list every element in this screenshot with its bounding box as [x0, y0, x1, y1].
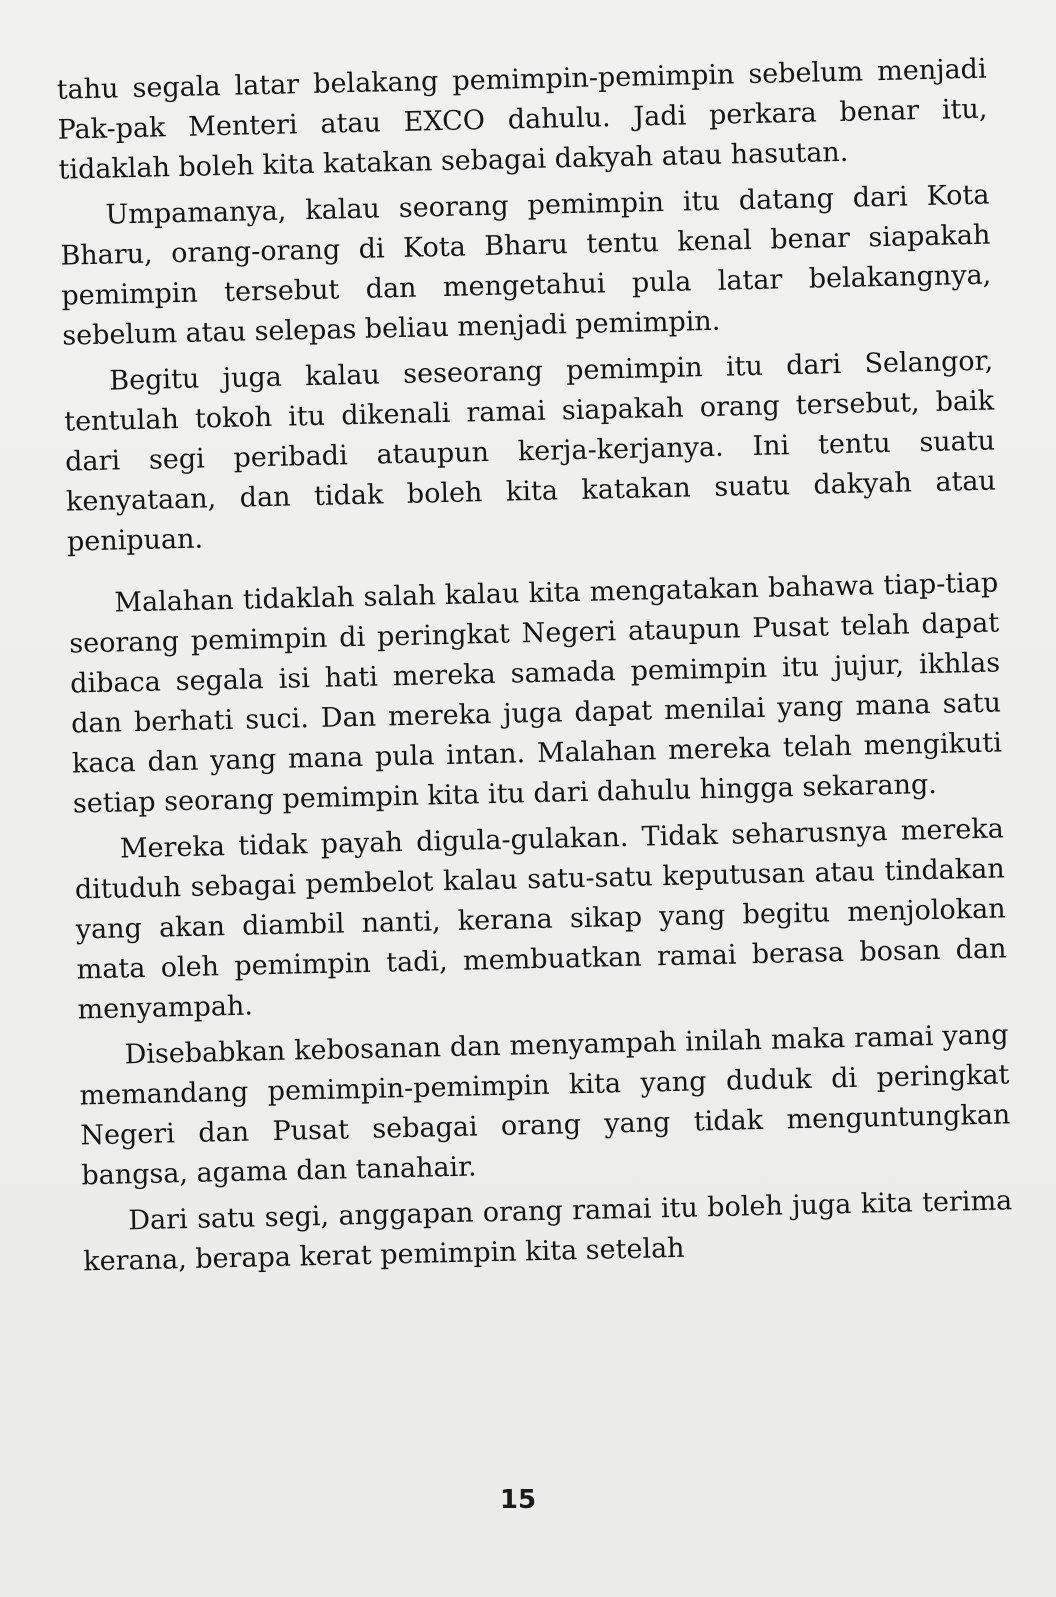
paragraph-1: tahu segala latar belakang pemimpin-pemimpin sebelum menjadi Pak-pak Menteri atau EXCO dahulu. Jadi perkara benar itu, tidaklah boleh kita katakan sebagai dakyah atau hasutan.	[56, 53, 988, 186]
paragraph-6: Disebabkan kebosanan dan menyampah inilah maka ramai yang memandang pemimpin-pemimpin kita yang duduk di peringkat Negeri dan Pusat sebagai orang yang tidak menguntungkan bangsa, agama dan tanahair.	[79, 1019, 1011, 1192]
page-number: 15	[499, 1485, 537, 1515]
paragraph-3: Begitu juga kalau seseorang pemimpin itu dari Selangor, tentulah tokoh itu dikenali ramai siapakah orang tersebut, baik dari segi peribadi ataupun kerja-kerjanya. Ini tentu suatu kenyataan, dan tidak boleh kita katakan suatu dakyah atau penipuan.	[63, 345, 997, 558]
body-text	[56, 50, 1013, 1289]
paragraph-2: Umpamanya, kalau seorang pemimpin itu datang dari Kota Bharu, orang-orang di Kota Bharu tentu kenal benar siapakah pemimpin tersebut dan mengetahui pula latar belakangnya, sebelum atau selepas beliau menjadi pemimpin.	[60, 179, 992, 352]
paragraph-5: Mereka tidak payah digula-gulakan. Tidak seharusnya mereka dituduh sebagai pembelot kalau satu-satu keputusan atau tindakan yang akan diambil nanti, kerana sikap yang begitu menjolokan mata oleh pemimpin tadi, membuatkan ramai berasa bosan dan menyampah.	[74, 813, 1007, 1026]
paragraph-7: Dari satu segi, anggapan orang ramai itu boleh juga kita terima kerana, berapa kerat pemimpin kita setelah	[82, 1185, 1013, 1278]
paragraph-4: Malahan tidaklah salah kalau kita mengatakan bahawa tiap-tiap seorang pemimpin di peringkat Negeri ataupun Pusat telah dapat dibaca segala isi hati mereka samada pemimpin itu jujur, ikhlas dan berhati suci. Dan mereka juga dapat menilai yang mana satu kaca dan yang mana pula intan. Malahan mereka telah mengikuti setiap seorang pemimpin kita itu dari dahulu hingga sekarang.	[68, 567, 1003, 820]
